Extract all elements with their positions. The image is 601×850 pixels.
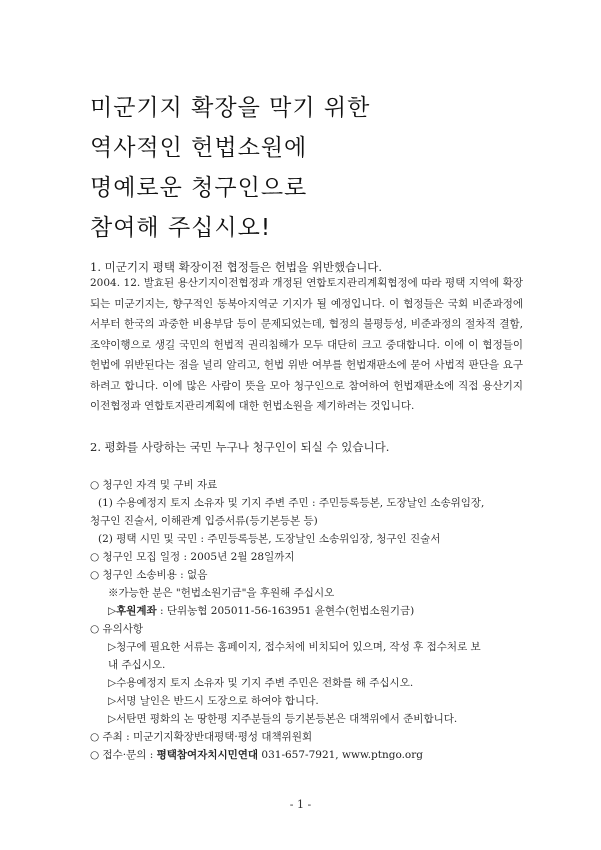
list-item-note-1b: 내 주십시오. (108, 659, 166, 671)
title-line-3: 명예로운 청구인으로 (90, 175, 308, 201)
list-item-note-3: ▷서명 날인은 반드시 도장으로 하여야 합니다. (108, 695, 319, 707)
contact-rest: 031-657-7921, www.ptngo.org (258, 749, 423, 761)
list-item-cost: ○ 청구인 소송비용 : 없음 (90, 569, 208, 581)
list-item-qualifications: ○ 청구인 자격 및 구비 자료 (90, 479, 218, 491)
account-label: ▷후원계좌 (108, 605, 157, 617)
list-item-notes: ○ 유의사항 (90, 623, 144, 635)
list-item-period: ○ 청구인 모집 일정 : 2005년 2월 28일까지 (90, 551, 295, 563)
account-value: : 단위농협 205011-56-163951 윤현수(헌법소원기금) (156, 605, 415, 617)
title-line-1: 미군기지 확장을 막기 위한 (90, 95, 371, 121)
list-item-contact (90, 746, 530, 764)
title-line-4: 참여해 주십시오! (90, 215, 272, 241)
list-item-donate: ※가능한 분은 "헌법소원기금"을 후원해 주십시오 (108, 587, 335, 599)
list-item-qualification-2: (2) 평택 시민 및 국민 : 주민등록등본, 도장날인 소송위임장, 청구인 진술서 (98, 533, 441, 545)
contact-org: 평택참여자치시민연대 (156, 749, 259, 761)
title-block (90, 88, 550, 248)
list-item-qualification-1b: 청구인 진술서, 이해관계 입증서류(등기본등본 등) (90, 515, 318, 527)
section-1-body: 2004. 12. 발효된 용산기지이전협정과 개정된 연합토지관리계획협정에 따라 평택 지역에 확장되는 미군기지는, 향구적인 동북아지역군 기지가 될 예정입니다. 이 협정들은 국회 비준과정에서부터 한국의 과중한 비용부담 등이 문제되었는데, 협정의 불평등성, 비준과정의 절차적 결함, 조약이행으로 생길 국민의 헌법적 권리침해가 모두 대단히 크고 중대합니다. 이에 이 협정들이 헌법에 위반된다는 점을 널리 알리고, 헌법 위반 여부를 헌법재판소에 묻어 사법적 판단을 요구하려고 합니다. 이에 많은 사람이 뜻을 모아 청구인으로 참여하여 헌법재판소에 직접 용산기지이전협정과 연합토지관리계획에 대한 헌법소원을 제기하려는 것입니다. (90, 277, 523, 412)
page-number: - 1 - (289, 798, 312, 811)
section-1-heading: 1. 미군기지 평택 확장이전 협정들은 헌법을 위반했습니다. (90, 260, 383, 274)
list-item-note-2: ▷수용예정지 토지 소유자 및 기지 주변 주민은 전화를 해 주십시오. (108, 677, 414, 689)
list-item-note-1a: ▷청구에 필요한 서류는 홈페이지, 접수처에 비치되어 있으며, 작성 후 접수처로 보 (108, 641, 481, 653)
title-line-2: 역사적인 헌법소원에 (90, 135, 308, 161)
list-item-note-4: ▷서탄면 평화의 논 땅한평 지주분들의 등기본등본은 대책위에서 준비합니다. (108, 713, 458, 725)
details-list (90, 476, 530, 764)
list-item-host: ○ 주최 : 미군기지확장반대평택·평성 대책위원회 (90, 731, 313, 743)
list-item-qualification-1a: (1) 수용예정지 토지 소유자 및 기지 주변 주민 : 주민등록등본, 도장날인 소송위임장, (98, 497, 485, 509)
list-item-account (90, 602, 530, 620)
section-2-heading: 2. 평화를 사랑하는 국민 누구나 청구인이 되실 수 있습니다. (90, 440, 390, 454)
contact-label: ○ 접수·문의 : (90, 749, 157, 761)
